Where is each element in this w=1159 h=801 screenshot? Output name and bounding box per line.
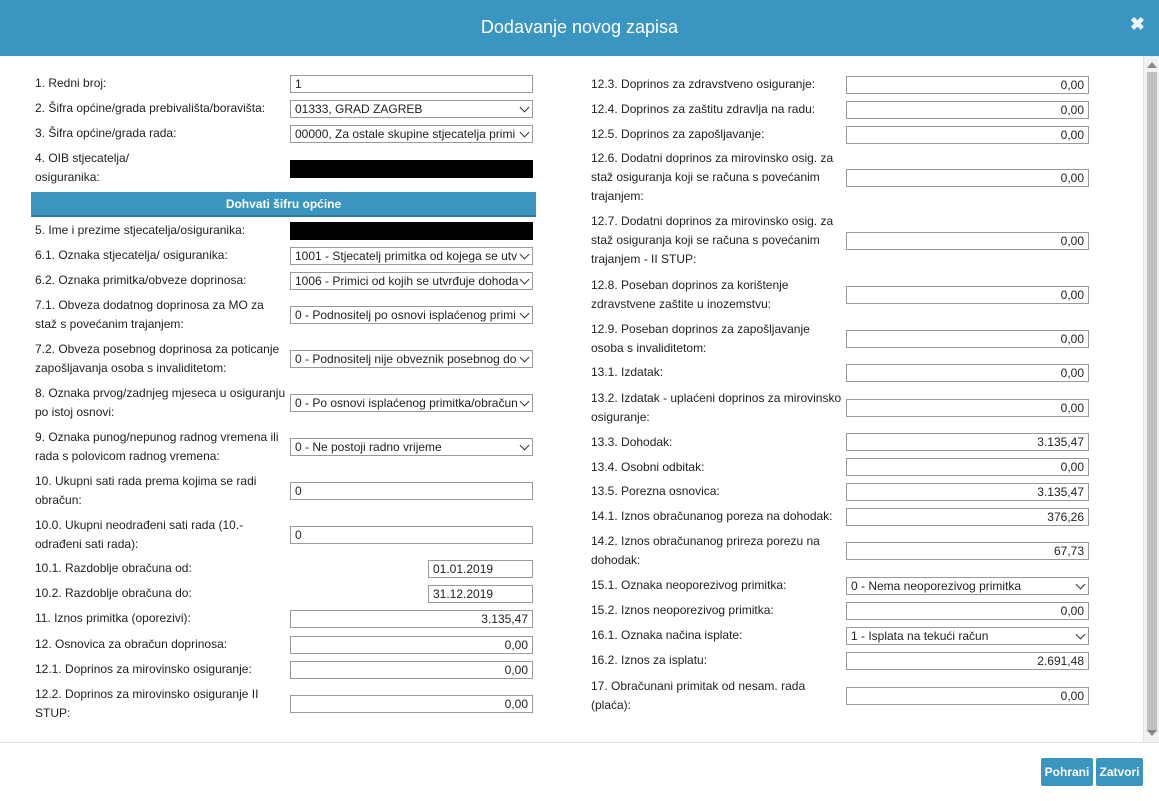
- close-icon[interactable]: ✖: [1129, 14, 1145, 34]
- mo-value: 0 - Podnositelj po osnovi isplaćenog primi: [295, 308, 516, 322]
- porezna-osnovica-input[interactable]: 3.135,47: [846, 483, 1089, 501]
- iznos-isplatu-input[interactable]: 2.691,48: [846, 652, 1089, 670]
- iznos-isplatu-label: 16.2. Iznos za isplatu:: [591, 653, 708, 667]
- oznaka-stjecatelja-label: 6.1. Oznaka stjecatelja/ osiguranika:: [35, 248, 228, 262]
- mirovinsko-label: 12.1. Doprinos za mirovinsko osiguranje:: [35, 662, 252, 676]
- zdravstveno-input[interactable]: 0,00: [846, 76, 1089, 94]
- dodatni2-label-1: 12.7. Dodatni doprinos za mirovinsko osig. za: [591, 214, 834, 228]
- ime-label: 5. Ime i prezime stjecatelja/osiguranika:: [35, 223, 246, 237]
- invaliditet-label-1: 12.9. Poseban doprinos za zapošljavanje: [591, 322, 810, 336]
- nesam-label-1: 17. Obračunani primitak od nesam. rada: [591, 679, 806, 693]
- sifra-prebivalista-label: 2. Šifra općine/grada prebivališta/boravišta:: [35, 101, 266, 115]
- mo-label-1: 7.1. Obveza dodatnog doprinosa za MO za: [35, 298, 264, 312]
- razdoblje-do-label: 10.2. Razdoblje obračuna do:: [35, 586, 192, 600]
- poticanje-label-2: zapošljavanja osoba s invaliditetom:: [35, 361, 227, 375]
- dodatni2-input[interactable]: 0,00: [846, 232, 1089, 250]
- osnovica-label: 12. Osnovica za obračun doprinosa:: [35, 637, 228, 651]
- chevron-down-icon: [1076, 580, 1086, 590]
- dohodak-input[interactable]: 3.135,47: [846, 433, 1089, 451]
- mirovinsko2-label-2: STUP:: [35, 706, 71, 720]
- oib-input[interactable]: [290, 160, 533, 178]
- osnovica-input[interactable]: 0,00: [290, 636, 533, 654]
- radno-vrijeme-value: 0 - Ne postoji radno vrijeme: [295, 440, 442, 454]
- zdravstveno-label: 12.3. Doprinos za zdravstveno osiguranje:: [591, 77, 816, 91]
- oznaka-primitka-select[interactable]: [290, 272, 533, 290]
- zaposljavanje-input[interactable]: 0,00: [846, 126, 1089, 144]
- save-button[interactable]: Pohrani: [1041, 758, 1093, 786]
- oznaka-primitka-label: 6.2. Oznaka primitka/obveze doprinosa:: [35, 273, 247, 287]
- fetch-municipality-button[interactable]: Dohvati šifru općine: [31, 192, 536, 217]
- redni-broj-label: 1. Redni broj:: [35, 76, 107, 90]
- dialog-title: Dodavanje novog zapisa: [480, 17, 679, 37]
- radno-vrijeme-select[interactable]: [290, 438, 533, 456]
- chevron-down-icon: [520, 309, 530, 319]
- odbitak-label: 13.4. Osobni odbitak:: [591, 460, 705, 474]
- izdatak-upl-label-2: osiguranje:: [591, 410, 650, 424]
- inozemstvo-input[interactable]: 0,00: [846, 286, 1089, 304]
- nacin-isplate-select[interactable]: [846, 627, 1089, 645]
- dodatni1-label-3: trajanjem:: [591, 189, 644, 203]
- nacin-isplate-value: 1 - Isplata na tekući račun: [851, 629, 989, 643]
- mjesec-label-1: 8. Oznaka prvog/zadnjeg mjeseca u osiguranju: [35, 386, 286, 400]
- chevron-down-icon: [520, 250, 530, 260]
- iznos-primitka-input[interactable]: 3.135,47: [290, 610, 533, 628]
- porez-input[interactable]: 376,26: [846, 508, 1089, 526]
- poticanje-value: 0 - Podnositelj nije obveznik posebnog do: [295, 352, 517, 366]
- scroll-up-icon[interactable]: [1147, 62, 1157, 68]
- chevron-down-icon: [520, 441, 530, 451]
- redni-broj-input[interactable]: 1: [290, 75, 533, 93]
- sifra-prebivalista-select[interactable]: [290, 100, 533, 118]
- oznaka-stjecatelja-value: 1001 - Stjecatelj primitka od kojega se utv: [295, 249, 518, 263]
- dodatni1-label-2: staž osiguranja koji se računa s povećanim: [591, 170, 820, 184]
- sati-rada-input[interactable]: 0: [290, 482, 533, 500]
- prirez-input[interactable]: 67,73: [846, 542, 1089, 560]
- mirovinsko2-label-1: 12.2. Doprinos za mirovinsko osiguranje II: [35, 687, 259, 701]
- iznos-primitka-label: 11. Iznos primitka (oporezivi):: [35, 611, 191, 625]
- dialog-header: [0, 0, 1159, 56]
- porezna-osnovica-label: 13.5. Porezna osnovica:: [591, 484, 720, 498]
- neoporezivi-oznaka-select[interactable]: [846, 577, 1089, 595]
- izdatak-input[interactable]: 0,00: [846, 364, 1089, 382]
- neoporezivi-oznaka-value: 0 - Nema neoporezivog primitka: [851, 579, 1022, 593]
- razdoblje-od-label: 10.1. Razdoblje obračuna od:: [35, 561, 192, 575]
- mjesec-label-2: po istoj osnovi:: [35, 405, 115, 419]
- close-button[interactable]: Zatvori: [1096, 758, 1143, 786]
- neodradjeni-input[interactable]: 0: [290, 526, 533, 544]
- radno-vrijeme-label-1: 9. Oznaka punog/nepunog radnog vremena ili: [35, 430, 279, 444]
- poticanje-label-1: 7.2. Obveza posebnog doprinosa za poticanje: [35, 342, 280, 356]
- inozemstvo-label-2: zdravstvene zaštite u inozemstvu:: [591, 297, 772, 311]
- mo-select[interactable]: [290, 306, 533, 324]
- mjesec-value: 0 - Po osnovi isplaćenog primitka/obračun: [295, 396, 518, 410]
- razdoblje-do-input[interactable]: 31.12.2019: [428, 585, 533, 603]
- neodradjeni-label-1: 10.0. Ukupni neodrađeni sati rada (10.-: [35, 518, 244, 532]
- mirovinsko-input[interactable]: 0,00: [290, 661, 533, 679]
- zastita-label: 12.4. Doprinos za zaštitu zdravlja na radu:: [591, 102, 816, 116]
- izdatak-upl-label-1: 13.2. Izdatak - uplaćeni doprinos za mirovinsko: [591, 391, 842, 405]
- prirez-label-2: dohodak:: [591, 553, 641, 567]
- dodatni2-label-2: staž osiguranja koji se računa s povećanim: [591, 233, 820, 247]
- oib-label-2: osiguranika:: [35, 170, 100, 184]
- sati-rada-label-2: obračun:: [35, 493, 82, 507]
- poticanje-select[interactable]: [290, 350, 533, 368]
- odbitak-input[interactable]: 0,00: [846, 458, 1089, 476]
- chevron-down-icon: [520, 103, 530, 113]
- oznaka-primitka-value: 1006 - Primici od kojih se utvrđuje dohoda: [295, 274, 519, 288]
- chevron-down-icon: [520, 353, 530, 363]
- prirez-label-1: 14.2. Iznos obračunanog prireza porezu na: [591, 534, 820, 548]
- mo-label-2: staž s povećanim trajanjem:: [35, 317, 184, 331]
- nesam-label-2: (plaća):: [591, 698, 632, 712]
- zastita-input[interactable]: 0,00: [846, 101, 1089, 119]
- neodradjeni-label-2: odrađeni sati rada):: [35, 537, 139, 551]
- radno-vrijeme-label-2: rada s polovicom radnog vremena:: [35, 449, 220, 463]
- neoporezivi-iznos-input[interactable]: 0,00: [846, 602, 1089, 620]
- chevron-down-icon: [520, 128, 530, 138]
- vertical-scrollbar[interactable]: [1143, 56, 1159, 742]
- zaposljavanje-label: 12.5. Doprinos za zapošljavanje:: [591, 127, 765, 141]
- razdoblje-od-input[interactable]: 01.01.2019: [428, 560, 533, 578]
- nacin-isplate-label: 16.1. Oznaka načina isplate:: [591, 628, 743, 642]
- scroll-thumb[interactable]: [1147, 72, 1157, 732]
- ime-input[interactable]: [290, 222, 533, 240]
- sati-rada-label-1: 10. Ukupni sati rada prema kojima se radi: [35, 474, 257, 488]
- oib-label-1: 4. OIB stjecatelja/: [35, 151, 130, 165]
- chevron-down-icon: [520, 397, 530, 407]
- sifra-rada-label: 3. Šifra općine/grada rada:: [35, 126, 177, 140]
- izdatak-label: 13.1. Izdatak:: [591, 365, 664, 379]
- scroll-down-icon[interactable]: [1147, 730, 1157, 736]
- invaliditet-input[interactable]: 0,00: [846, 330, 1089, 348]
- dodatni1-input[interactable]: 0,00: [846, 169, 1089, 187]
- neoporezivi-oznaka-label: 15.1. Oznaka neoporezivog primitka:: [591, 578, 787, 592]
- dialog-footer: [0, 742, 1159, 801]
- izdatak-upl-input[interactable]: 0,00: [846, 399, 1089, 417]
- sifra-prebivalista-value: 01333, GRAD ZAGREB: [295, 102, 423, 116]
- sifra-rada-value: 00000, Za ostale skupine stjecatelja primi: [295, 127, 516, 141]
- mirovinsko2-input[interactable]: 0,00: [290, 695, 533, 713]
- chevron-down-icon: [1076, 630, 1086, 640]
- dohodak-label: 13.3. Dohodak:: [591, 435, 673, 449]
- nesam-input[interactable]: 0,00: [846, 687, 1089, 705]
- neoporezivi-iznos-label: 15.2. Iznos neoporezivog primitka:: [591, 603, 774, 617]
- dialog-body: [0, 56, 1159, 742]
- inozemstvo-label-1: 12.8. Poseban doprinos za korištenje: [591, 278, 789, 292]
- dodatni1-label-1: 12.6. Dodatni doprinos za mirovinsko osig. za: [591, 151, 834, 165]
- oznaka-stjecatelja-select[interactable]: [290, 247, 533, 265]
- mjesec-select[interactable]: [290, 394, 533, 412]
- invaliditet-label-2: osoba s invaliditetom:: [591, 341, 707, 355]
- chevron-down-icon: [520, 275, 530, 285]
- dodatni2-label-3: trajanjem - II STUP:: [591, 252, 697, 266]
- porez-label: 14.1. Iznos obračunanog poreza na dohodak:: [591, 509, 833, 523]
- sifra-rada-select[interactable]: [290, 125, 533, 143]
